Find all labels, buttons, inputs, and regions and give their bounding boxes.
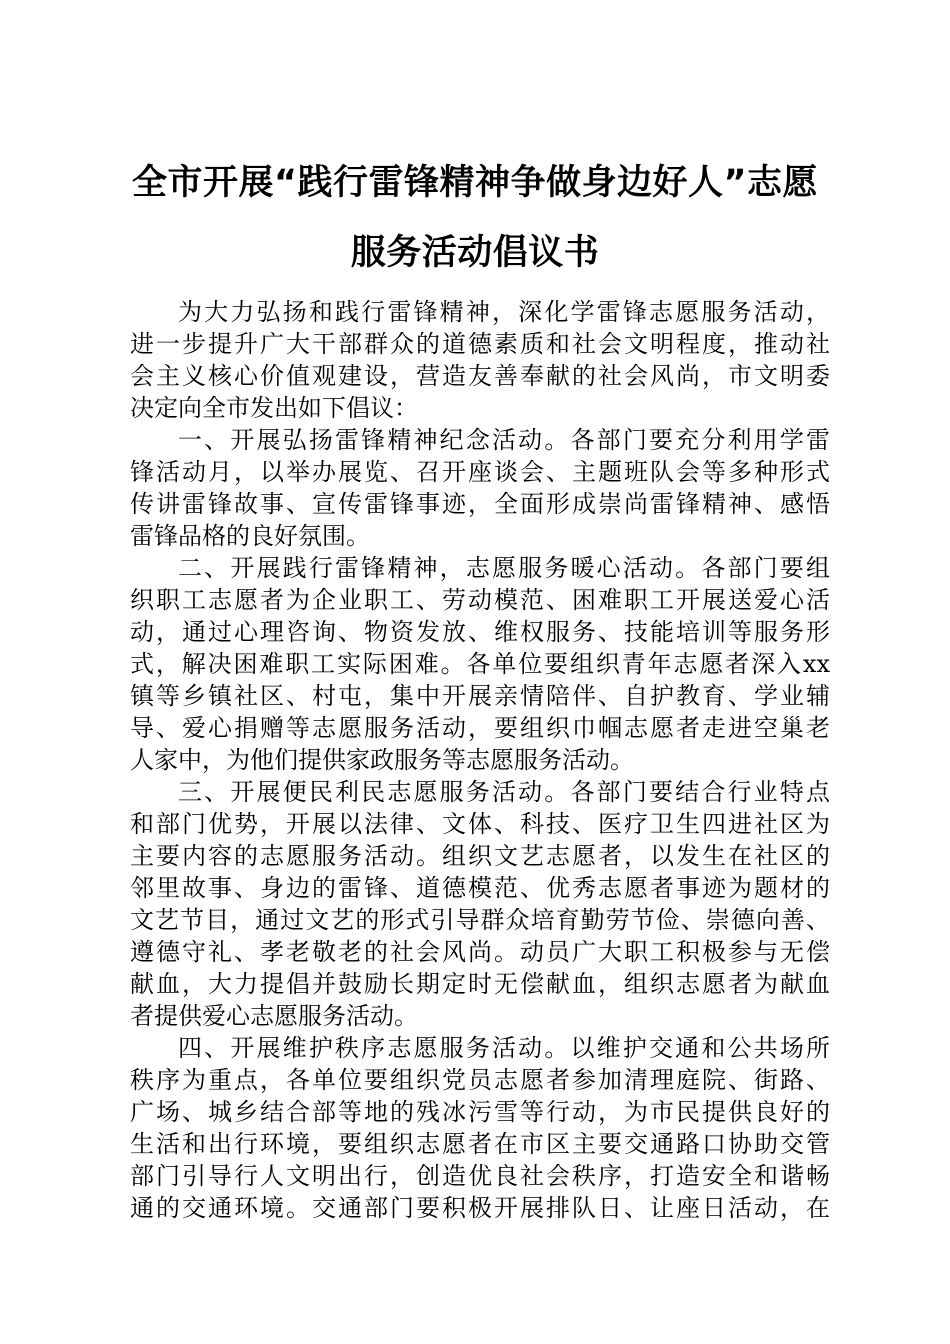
text-line: 动，通过心理咨询、物资发放、维权服务、技能培训等服务形	[130, 618, 830, 646]
text-line: 导、爱心捐赠等志愿服务活动，要组织巾帼志愿者走进空巢老	[130, 714, 830, 742]
document-body	[130, 296, 830, 1224]
text-line: 三、开展便民利民志愿服务活动。各部门要结合行业特点	[178, 778, 830, 806]
text-line: 织职工志愿者为企业职工、劳动模范、困难职工开展送爱心活	[130, 586, 830, 614]
text-line: 四、开展维护秩序志愿服务活动。以维护交通和公共场所	[178, 1034, 830, 1062]
text-line: 遵德守礼、孝老敬老的社会风尚。动员广大职工积极参与无偿	[130, 938, 830, 966]
text-line: 决定向全市发出如下倡议：	[130, 394, 418, 422]
text-line: 二、开展践行雷锋精神，志愿服务暖心活动。各部门要组	[178, 554, 830, 582]
text-line: 会主义核心价值观建设，营造友善奉献的社会风尚，市文明委	[130, 362, 830, 390]
text-line: 部门引导行人文明出行，创造优良社会秩序，打造安全和谐畅	[130, 1162, 830, 1190]
paragraph-item-3	[130, 776, 830, 1032]
text-line: 式，解决困难职工实际困难。各单位要组织青年志愿者深入xx	[130, 650, 830, 678]
text-line: 进一步提升广大干部群众的道德素质和社会文明程度，推动社	[130, 330, 830, 358]
text-line: 和部门优势，开展以法律、文体、科技、医疗卫生四进社区为	[130, 810, 830, 838]
text-line: 雷锋品格的良好氛围。	[130, 522, 370, 550]
text-line: 广场、城乡结合部等地的残冰污雪等行动，为市民提供良好的	[130, 1098, 830, 1126]
title-line: 全市开展“践行雷锋精神争做身边好人”志愿	[131, 163, 818, 203]
text-line: 一、开展弘扬雷锋精神纪念活动。各部门要充分利用学雷	[178, 426, 830, 454]
text-line: 传讲雷锋故事、宣传雷锋事迹，全面形成崇尚雷锋精神、感悟	[130, 490, 830, 518]
text-line: 主要内容的志愿服务活动。组织文艺志愿者，以发生在社区的	[130, 842, 830, 870]
text-line: 镇等乡镇社区、村屯，集中开展亲情陪伴、自护教育、学业辅	[130, 682, 830, 710]
paragraph-item-1	[130, 424, 830, 552]
text-line: 生活和出行环境，要组织志愿者在市区主要交通路口协助交管	[130, 1130, 830, 1158]
paragraph-item-4	[130, 1032, 830, 1224]
document-title	[120, 148, 830, 288]
title-line: 服务活动倡议书	[350, 233, 600, 273]
paragraph-intro	[130, 296, 830, 424]
text-line: 通的交通环境。交通部门要积极开展排队日、让座日活动，在	[130, 1194, 830, 1222]
text-line: 献血，大力提倡并鼓励长期定时无偿献血，组织志愿者为献血	[130, 970, 830, 998]
text-line: 者提供爱心志愿服务活动。	[130, 1002, 418, 1030]
text-line: 人家中，为他们提供家政服务等志愿服务活动。	[130, 746, 634, 774]
text-line: 为大力弘扬和践行雷锋精神，深化学雷锋志愿服务活动，	[178, 298, 830, 326]
text-line: 锋活动月，以举办展览、召开座谈会、主题班队会等多种形式	[130, 458, 830, 486]
text-line: 秩序为重点，各单位要组织党员志愿者参加清理庭院、街路、	[130, 1066, 830, 1094]
text-line: 邻里故事、身边的雷锋、道德模范、优秀志愿者事迹为题材的	[130, 874, 830, 902]
text-line: 文艺节目，通过文艺的形式引导群众培育勤劳节俭、崇德向善、	[130, 906, 830, 934]
paragraph-item-2	[130, 552, 830, 776]
